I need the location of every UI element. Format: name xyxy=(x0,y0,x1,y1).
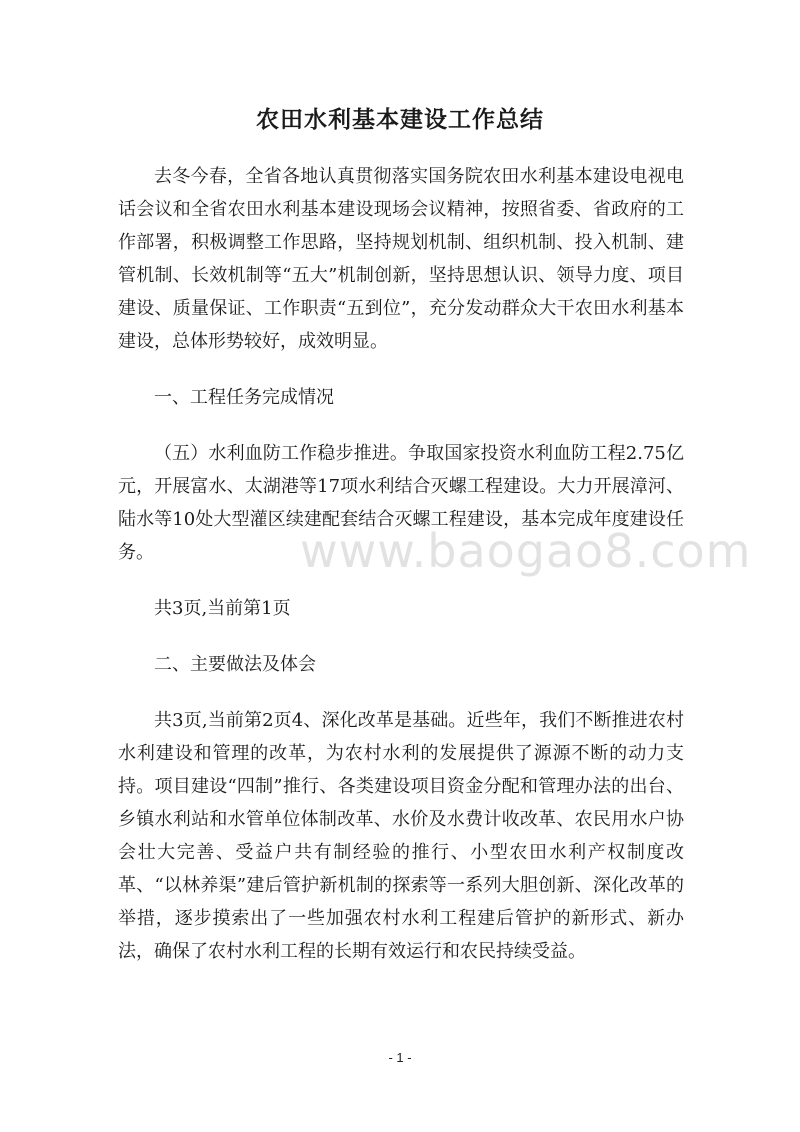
paragraph-reform: 共3页,当前第2页4、深化改革是基础。近些年，我们不断推进农村水利建设和管理的改革，为农村水利的发展提供了源源不断的动力支持。项目建设“四制”推行、各类建设项目资金分配和管理办法的出台、乡镇水利站和水管单位体制改革、水价及水费计收改革、农民用水户协会壮大完善、受益户共有制经验的推行、小型农田水利产权制度改革、“以林养渠”建后管护新机制的探索等一系列大胆创新、深化改革的举措，逐步摸索出了一些加强农村水利工程建后管护的新形式、新办法，确保了农村水利工程的长期有效运行和农民持续受益。 xyxy=(118,710,684,962)
page-number: - 1 - xyxy=(388,1050,412,1065)
paragraph-flood-control: （五）水利血防工作稳步推进。争取国家投资水利血防工程2.75亿元，开展富水、太湖港等17项水利结合灭螺工程建设。大力开展漳河、陆水等10处大型灌区续建配套结合灭螺工程建设，基本完成年度建设任务。 xyxy=(118,443,684,563)
watermark: www.baogao8.com xyxy=(300,524,752,578)
section-heading-2: 二、主要做法及体会 xyxy=(154,654,316,675)
section-heading-1: 一、工程任务完成情况 xyxy=(154,387,334,408)
document-body xyxy=(118,160,684,991)
page-indicator-1: 共3页,当前第1页 xyxy=(154,598,291,619)
paragraph-intro: 去冬今春，全省各地认真贯彻落实国务院农田水利基本建设电视电话会议和全省农田水利基本建设现场会议精神，按照省委、省政府的工作部署，积极调整工作思路，坚持规划机制、组织机制、投入机制、建管机制、长效机制等“五大”机制创新，坚持思想认识、领导力度、项目建设、质量保证、工作职责“五到位”，充分发动群众大干农田水利基本建设，总体形势较好，成效明显。 xyxy=(118,166,684,352)
document-title: 农田水利基本建设工作总结 xyxy=(256,107,544,133)
